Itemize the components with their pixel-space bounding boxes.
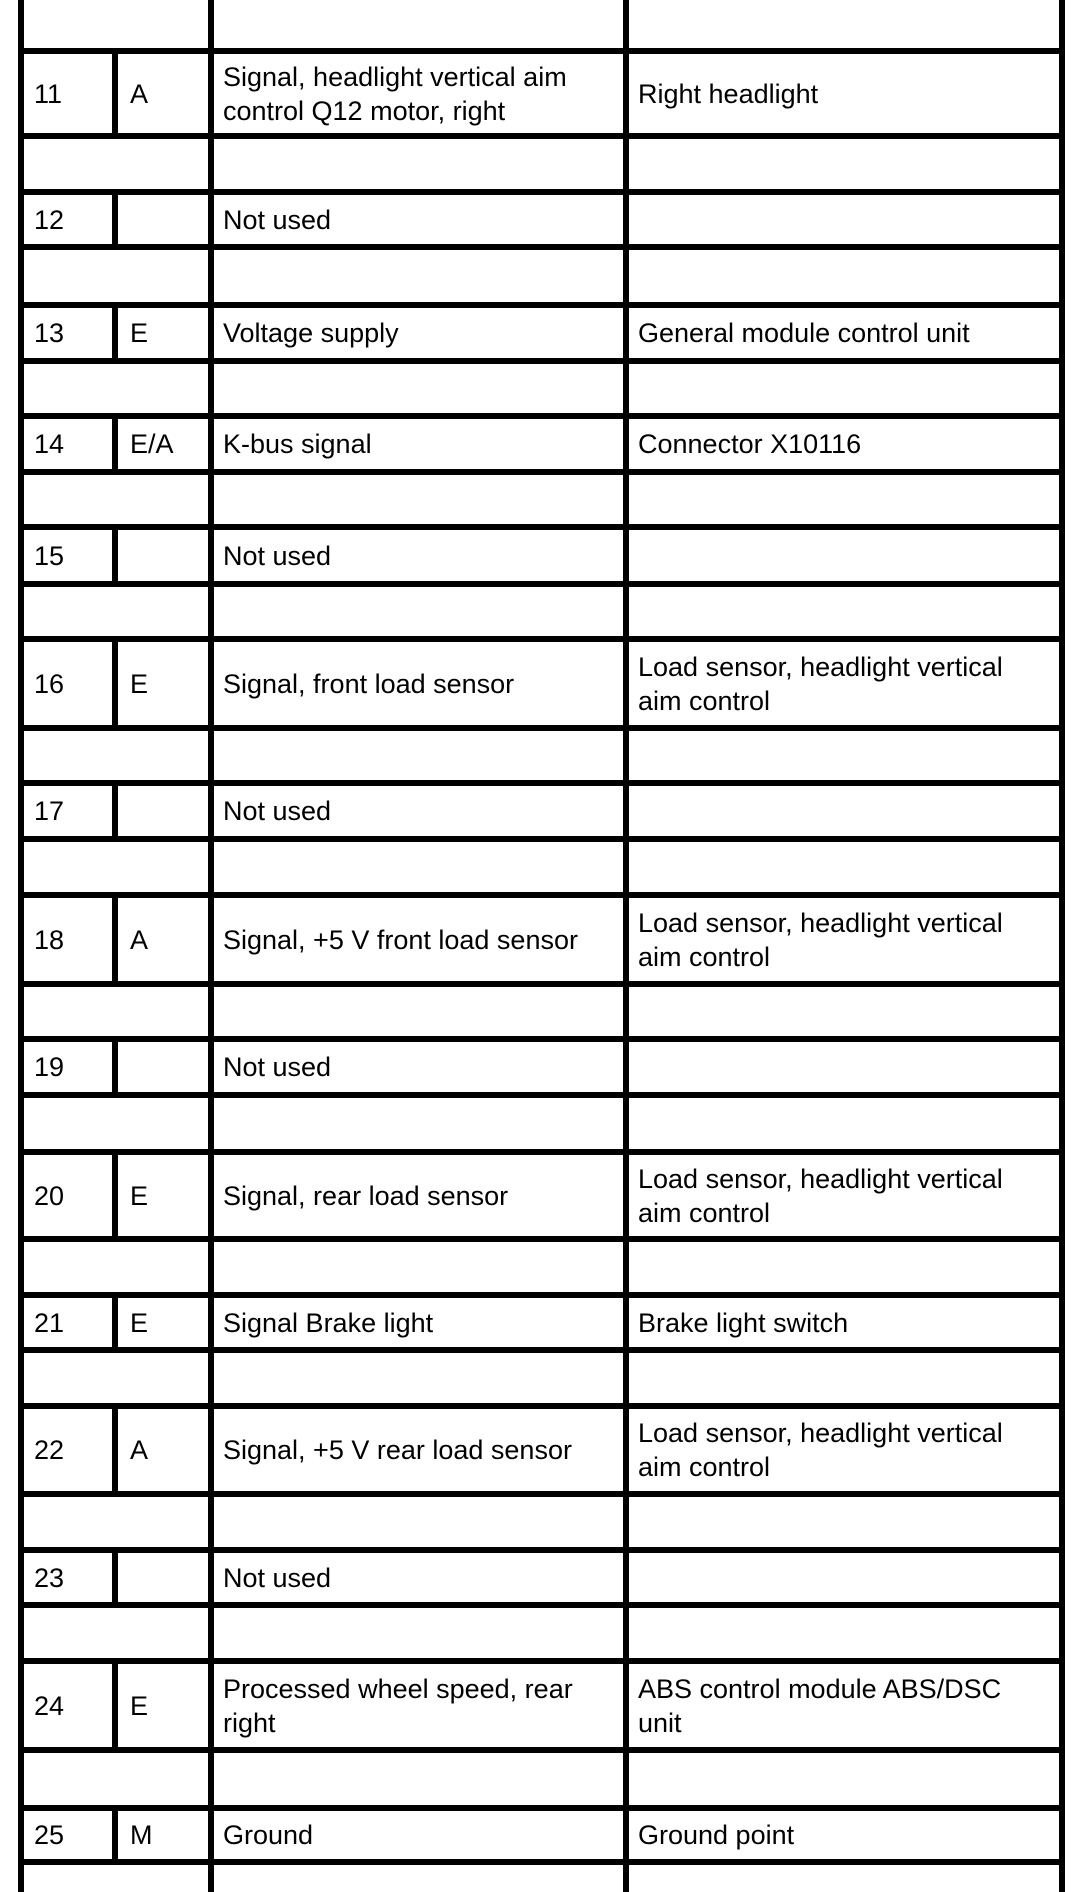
signal-description-cell [214,1155,623,1236]
spacer-cell [24,1242,208,1292]
spacer-cell [629,364,1059,413]
connected-to-cell-text: Load sensor, headlight vertical aim control [638,1418,1003,1482]
signal-direction-cell [118,1298,208,1347]
pin-number-cell-text: 20 [34,1180,65,1211]
pin-number-cell [24,308,112,358]
signal-direction-cell-text: E [130,1307,149,1338]
signal-direction-cell [118,419,208,469]
connected-to-cell [629,530,1059,581]
spacer-cell [214,1608,623,1658]
signal-description-cell-text: Not used [223,1052,332,1082]
spacer-cell [629,1608,1059,1658]
signal-direction-cell-text: E [130,318,149,348]
signal-direction-cell [118,54,208,133]
signal-description-cell [214,786,623,836]
spacer-cell [214,731,623,780]
signal-description-cell [214,1811,623,1859]
pin-number-cell [24,786,112,836]
signal-description-cell-text: Signal, +5 V front load sensor [223,924,578,955]
signal-description-cell [214,419,623,469]
signal-description-cell [214,308,623,358]
pin-number-cell-text: 12 [34,204,65,235]
connected-to-cell [629,786,1059,836]
pin-number-cell [24,1664,112,1747]
connected-to-cell [629,419,1059,469]
spacer-cell [629,1865,1059,1892]
spacer-cell [24,842,208,892]
connected-to-cell [629,1155,1059,1236]
signal-description-cell [214,1042,623,1092]
signal-description-cell-text: Not used [223,540,332,571]
signal-direction-cell [118,1155,208,1236]
signal-direction-cell-text: E [130,1690,149,1721]
signal-description-cell-text: Signal, +5 V rear load sensor [223,1435,572,1465]
signal-direction-cell [118,308,208,358]
signal-direction-cell [118,530,208,581]
pin-number-cell-text: 23 [34,1562,65,1593]
spacer-cell [629,0,1059,48]
spacer-cell [214,250,623,302]
spacer-cell [214,1865,623,1892]
spacer-cell [214,1242,623,1292]
spacer-cell [24,475,208,524]
signal-description-cell-text: Not used [223,796,332,826]
pin-number-cell-text: 14 [34,429,65,459]
signal-description-cell [214,1553,623,1602]
signal-description-cell-text: Signal, headlight vertical aim control Q12 motor, right [223,61,567,126]
pin-number-cell [24,1298,112,1347]
connected-to-cell [629,898,1059,981]
signal-direction-cell-text: E [130,1180,149,1211]
connected-to-cell [629,308,1059,358]
pin-number-cell [24,54,112,133]
connected-to-cell [629,1042,1059,1092]
signal-direction-cell-text: E/A [130,429,174,459]
signal-description-cell [214,195,623,244]
spacer-cell [629,1353,1059,1403]
pin-number-cell-text: 24 [34,1690,65,1721]
signal-direction-cell [118,1664,208,1747]
connected-to-cell-text: Right headlight [638,78,819,109]
connected-to-cell-text: General module control unit [638,318,970,348]
pin-number-cell-text: 21 [34,1307,65,1338]
pin-number-cell [24,1553,112,1602]
signal-direction-cell-text: M [130,1820,153,1850]
pin-number-cell [24,1155,112,1236]
signal-direction-cell-text: A [130,1435,149,1465]
signal-direction-cell [118,642,208,725]
pin-number-cell [24,1409,112,1491]
spacer-cell [629,987,1059,1036]
spacer-cell [629,1098,1059,1149]
signal-description-cell [214,54,623,133]
connected-to-cell [629,1811,1059,1859]
connected-to-cell-text: Connector X10116 [638,429,862,459]
pin-number-cell-text: 13 [34,318,65,348]
signal-description-cell-text: Processed wheel speed, rear right [223,1673,573,1738]
spacer-cell [214,1753,623,1805]
signal-direction-cell [118,898,208,981]
spacer-cell [24,1497,208,1547]
spacer-cell [629,139,1059,189]
pin-number-cell-text: 19 [34,1052,65,1082]
connected-to-cell-text: Brake light switch [638,1307,849,1338]
pin-number-cell-text: 18 [34,924,65,955]
signal-direction-cell [118,1811,208,1859]
signal-direction-cell [118,1409,208,1491]
spacer-cell [214,1497,623,1547]
spacer-cell [24,364,208,413]
spacer-cell [629,731,1059,780]
connected-to-cell-text: Load sensor, headlight vertical aim control [638,651,1003,716]
spacer-cell [629,587,1059,636]
connected-to-cell [629,1664,1059,1747]
signal-direction-cell-text: A [130,78,149,109]
pin-number-cell [24,530,112,581]
spacer-cell [629,842,1059,892]
pin-number-cell [24,642,112,725]
spacer-cell [214,475,623,524]
signal-direction-cell-text: E [130,668,149,699]
pin-number-cell-text: 15 [34,540,65,571]
spacer-cell [629,475,1059,524]
signal-direction-cell [118,1553,208,1602]
signal-direction-cell [118,1042,208,1092]
spacer-cell [214,587,623,636]
pin-number-cell-text: 17 [34,796,65,826]
spacer-cell [24,1353,208,1403]
signal-description-cell-text: Ground [223,1820,314,1850]
signal-description-cell [214,1298,623,1347]
spacer-cell [629,1497,1059,1547]
pin-number-cell [24,898,112,981]
connected-to-cell [629,1298,1059,1347]
connected-to-cell-text: Ground point [638,1820,795,1850]
connected-to-cell [629,1553,1059,1602]
connected-to-cell-text: ABS control module ABS/DSC unit [638,1673,1002,1738]
pin-number-cell [24,419,112,469]
pin-number-cell-text: 25 [34,1820,65,1850]
spacer-cell [214,1098,623,1149]
signal-description-cell-text: Signal Brake light [223,1307,434,1338]
pin-number-cell [24,1811,112,1859]
pin-number-cell-text: 16 [34,668,65,699]
spacer-cell [214,1353,623,1403]
signal-direction-cell [118,786,208,836]
spacer-cell [24,987,208,1036]
pin-number-cell [24,1042,112,1092]
signal-description-cell-text: K-bus signal [223,429,372,459]
spacer-cell [24,1608,208,1658]
spacer-cell [24,1098,208,1149]
spacer-cell [24,587,208,636]
signal-description-cell [214,898,623,981]
connected-to-cell [629,642,1059,725]
spacer-cell [629,250,1059,302]
spacer-cell [629,1242,1059,1292]
connected-to-cell [629,1409,1059,1491]
signal-description-cell-text: Not used [223,204,332,235]
signal-description-cell [214,642,623,725]
spacer-cell [24,0,208,48]
pin-number-cell [24,195,112,244]
connected-to-cell [629,195,1059,244]
connected-to-cell-text: Load sensor, headlight vertical aim control [638,1163,1003,1228]
pin-number-cell-text: 11 [34,78,63,109]
signal-description-cell-text: Voltage supply [223,318,399,348]
signal-description-cell [214,530,623,581]
spacer-cell [214,0,623,48]
spacer-cell [24,731,208,780]
spacer-cell [214,364,623,413]
signal-description-cell-text: Signal, rear load sensor [223,1180,509,1211]
signal-description-cell [214,1664,623,1747]
spacer-cell [24,250,208,302]
signal-description-cell-text: Not used [223,1562,332,1593]
signal-description-cell-text: Signal, front load sensor [223,668,515,699]
pin-number-cell-text: 22 [34,1435,65,1465]
connector-pin-assignment-table [18,0,1065,1892]
spacer-cell [214,987,623,1036]
spacer-cell [629,1753,1059,1805]
connected-to-cell-text: Load sensor, headlight vertical aim control [638,907,1003,972]
spacer-cell [24,1753,208,1805]
signal-description-cell [214,1409,623,1491]
spacer-cell [214,139,623,189]
signal-direction-cell-text: A [130,924,149,955]
connected-to-cell [629,54,1059,133]
spacer-cell [214,842,623,892]
spacer-cell [24,1865,208,1892]
spacer-cell [24,139,208,189]
signal-direction-cell [118,195,208,244]
